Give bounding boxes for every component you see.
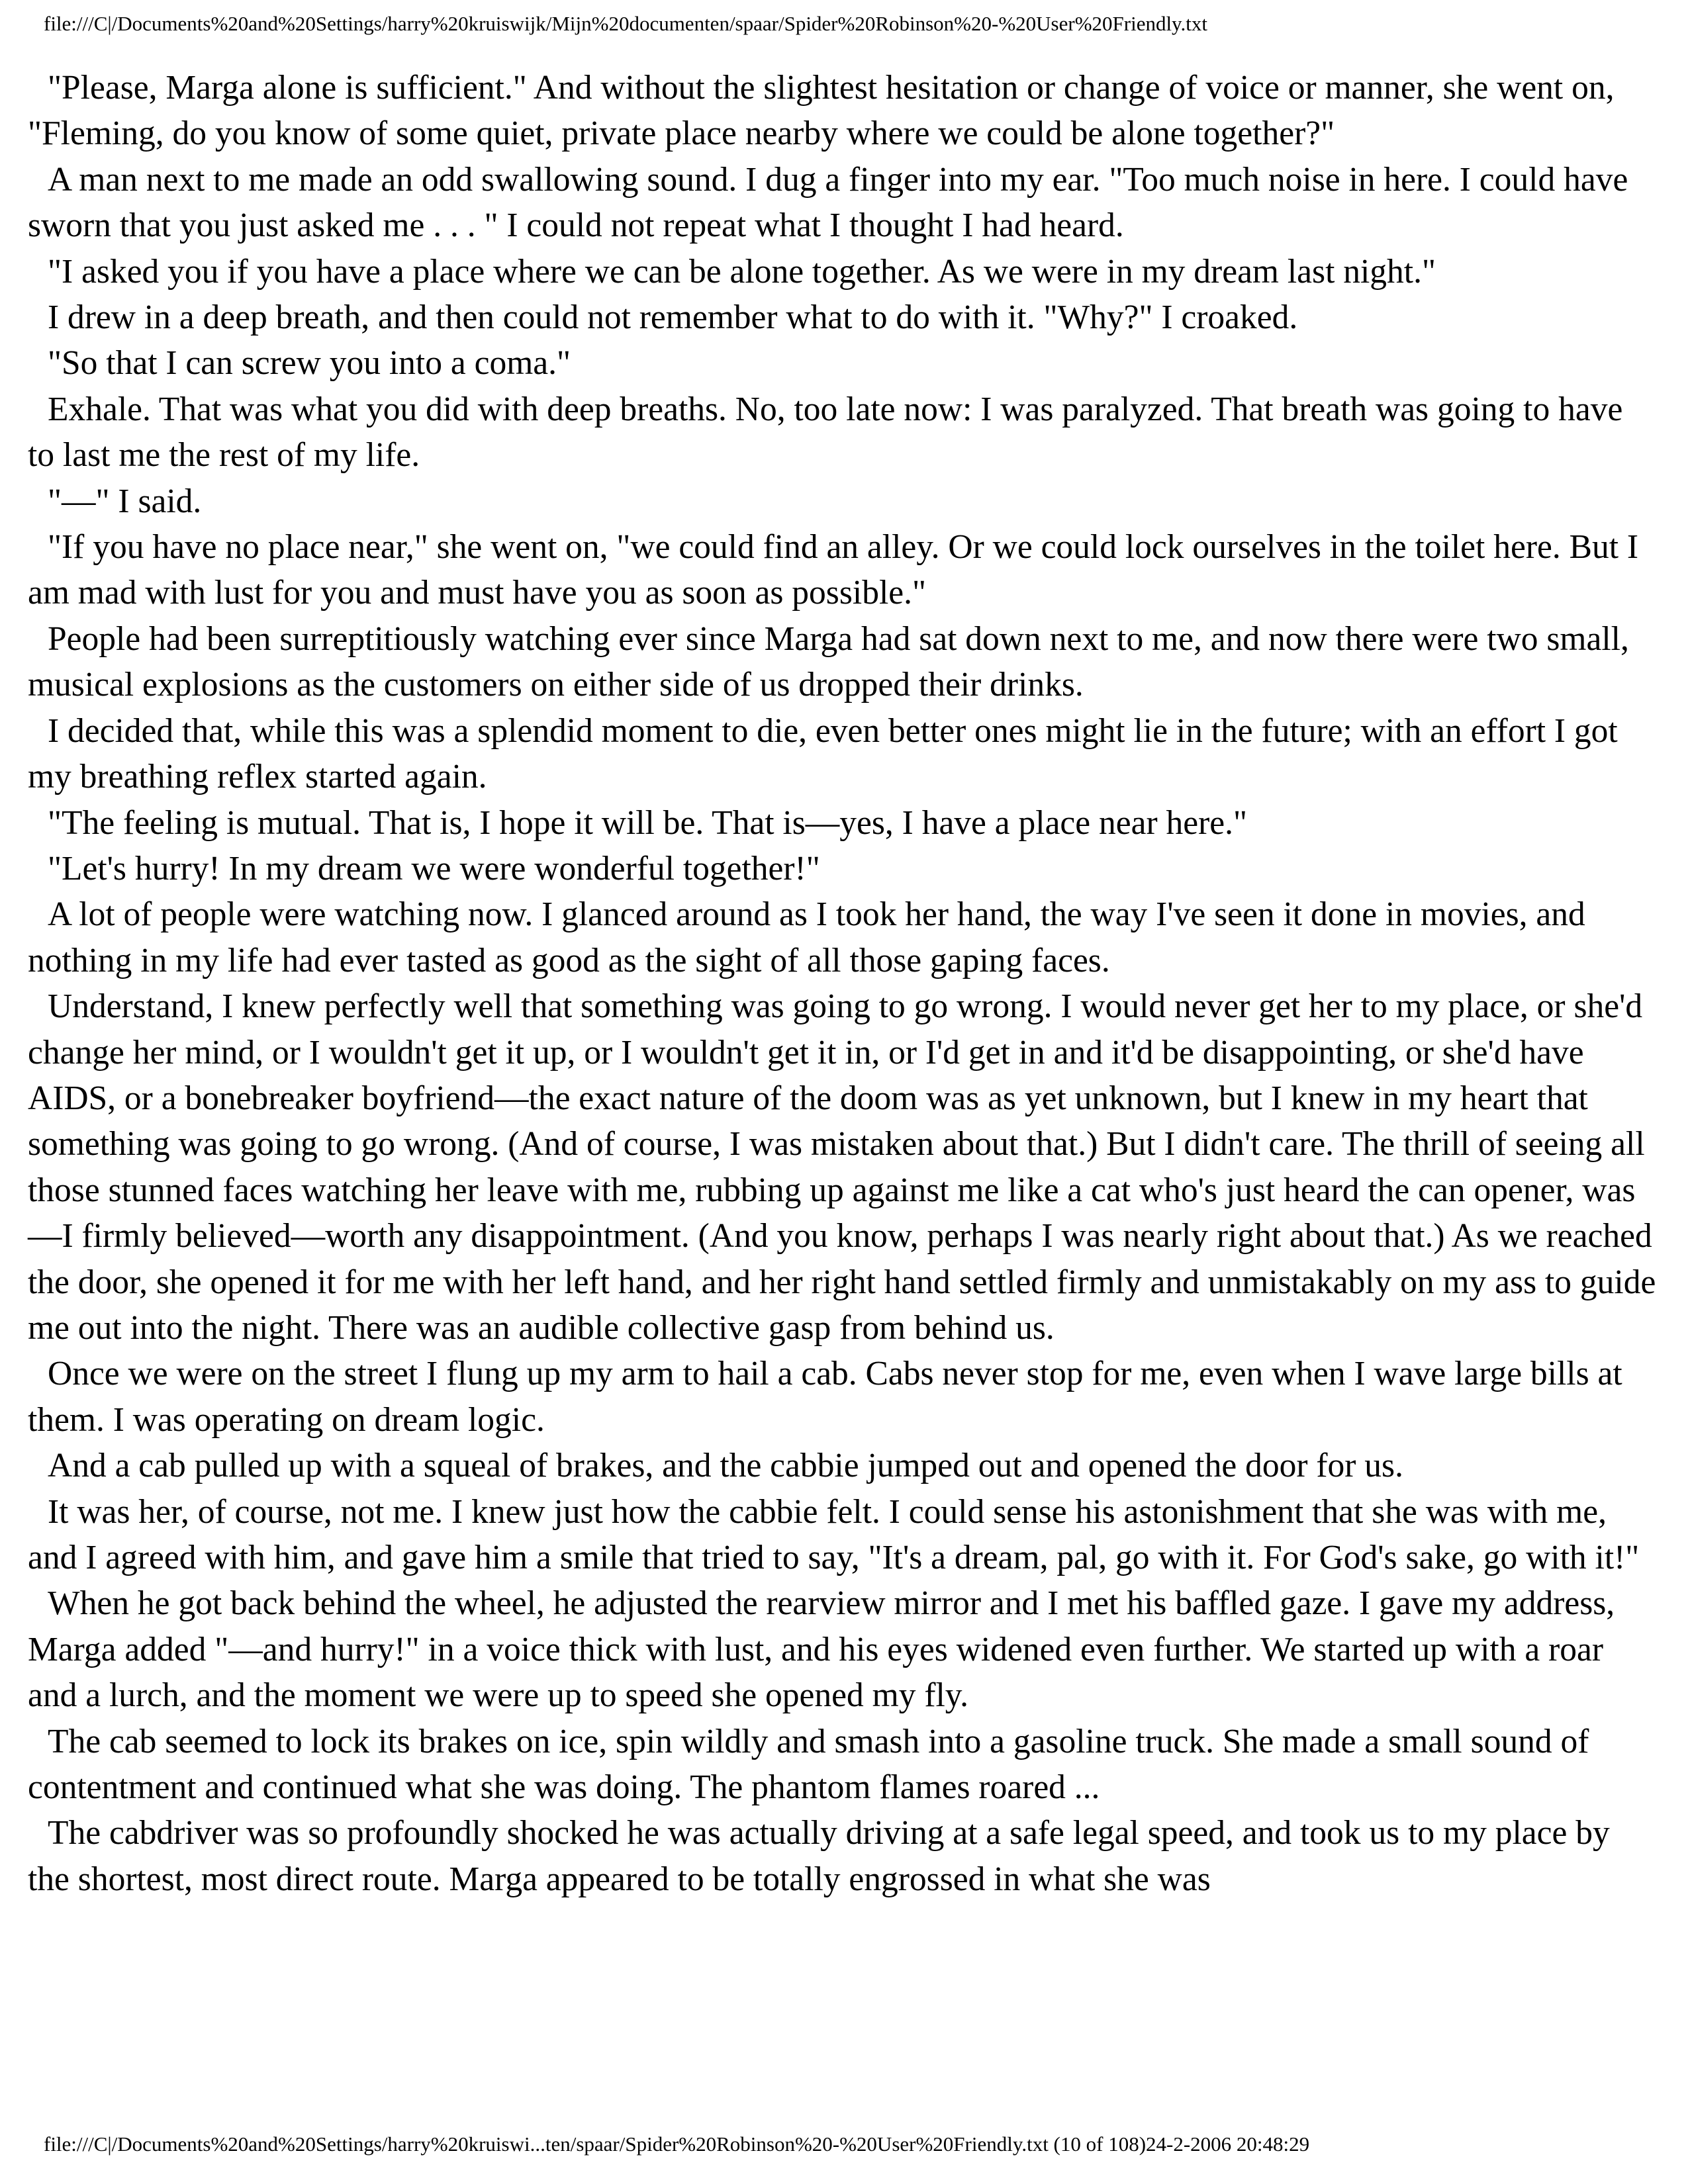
paragraph: And a cab pulled up with a squeal of brakes, and the cabbie jumped out and opened the door for us. — [48, 1447, 1403, 1485]
paragraph: Understand, I knew perfectly well that something was going to go wrong. I would never get her to my place, or she'd change her mind, or I wouldn't get it up, or I wouldn't get it in, or I'd get in and it'd be disappointing, or she'd have AIDS, or a bonebreaker boyfriend—the exact nature of the doom was as yet unknown, but I knew in my heart that something was going to go wrong. (And of course, I was mistaken about that.) But I didn't care. The thrill of seeing all those stunned faces watching her leave with me, rubbing up against me like a cat who's just heard the can opener, was—I firmly believed—worth any disappointment. (And you know, perhaps I was nearly right about that.) As we reached the door, she opened it for me with her left hand, and her right hand settled firmly and unmistakably on my ass to guide me out into the night. There was an audible collective gasp from behind us. — [28, 987, 1656, 1347]
paragraph: Once we were on the street I flung up my arm to hail a cab. Cabs never stop for me, even when I wave large bills at them. I was operating on dream logic. — [28, 1355, 1622, 1439]
paragraph: The cab seemed to lock its brakes on ice, spin wildly and smash into a gasoline truck. She made a small sound of contentment and continued what she was doing. The phantom flames roared ... — [28, 1722, 1589, 1807]
paragraph: Exhale. That was what you did with deep breaths. No, too late now: I was paralyzed. That breath was going to have to last me the rest of my life. — [28, 390, 1623, 475]
paragraph: "So that I can screw you into a coma." — [48, 344, 571, 383]
paragraph: "Please, Marga alone is sufficient." And without the slightest hesitation or change of voice or manner, she went on, "Fleming, do you know of some quiet, private place nearby where we could be alone together?" — [28, 69, 1615, 153]
page-header-path: file:///C|/Documents%20and%20Settings/harry%20kruiswijk/Mijn%20documenten/spaar/Spider%20Robinson%20-%20User%20Friendly.txt — [44, 12, 1208, 35]
paragraph: People had been surreptitiously watching ever since Marga had sat down next to me, and now there were two small, musical explosions as the customers on either side of us dropped their drinks. — [28, 619, 1629, 704]
page-footer: file:///C|/Documents%20and%20Settings/harry%20kruiswi...ten/spaar/Spider%20Robinson%20-%20User%20Friendly.txt (10 of 108)24-2-2006 20:48:29 — [44, 2132, 1310, 2156]
paragraph: When he got back behind the wheel, he adjusted the rearview mirror and I met his baffled gaze. I gave my address, Marga added "—and hurry!" in a voice thick with lust, and his eyes widened even further. We started up with a roar and a lurch, and the moment we were up to speed she opened my fly. — [28, 1584, 1615, 1715]
paragraph: It was her, of course, not me. I knew just how the cabbie felt. I could sense his astonishment that she was with me, and I agreed with him, and gave him a smile that tried to say, "It's a dream, pal, go with it. For God's sake, go with it!" — [28, 1492, 1640, 1576]
paragraph: A man next to me made an odd swallowing sound. I dug a finger into my ear. "Too much noise in here. I could have sworn that you just asked me . . . " I could not repeat what I thought I had heard. — [28, 160, 1628, 245]
paragraph: I drew in a deep breath, and then could not remember what to do with it. "Why?" I croaked. — [48, 298, 1298, 337]
paragraph: The cabdriver was so profoundly shocked he was actually driving at a safe legal speed, and took us to my place by the shortest, most direct route. Marga appeared to be totally engrossed in what she was — [28, 1814, 1610, 1898]
paragraph: A lot of people were watching now. I glanced around as I took her hand, the way I've seen it done in movies, and nothing in my life had ever tasted as good as the sight of all those gaping faces. — [28, 895, 1585, 979]
paragraph: "The feeling is mutual. That is, I hope it will be. That is—yes, I have a place near here." — [48, 803, 1248, 842]
paragraph: "—" I said. — [48, 482, 202, 520]
paragraph: "I asked you if you have a place where we can be alone together. As we were in my dream last night." — [48, 252, 1436, 291]
paragraph: "Let's hurry! In my dream we were wonderful together!" — [48, 849, 820, 887]
paragraph: "If you have no place near," she went on, "we could find an alley. Or we could lock ourselves in the toilet here. But I am mad with lust for you and must have you as soon as possible." — [28, 528, 1639, 612]
paragraph: I decided that, while this was a splendid moment to die, even better ones might lie in the future; with an effort I got my breathing reflex started again. — [28, 711, 1618, 796]
document-body — [28, 65, 1658, 1902]
